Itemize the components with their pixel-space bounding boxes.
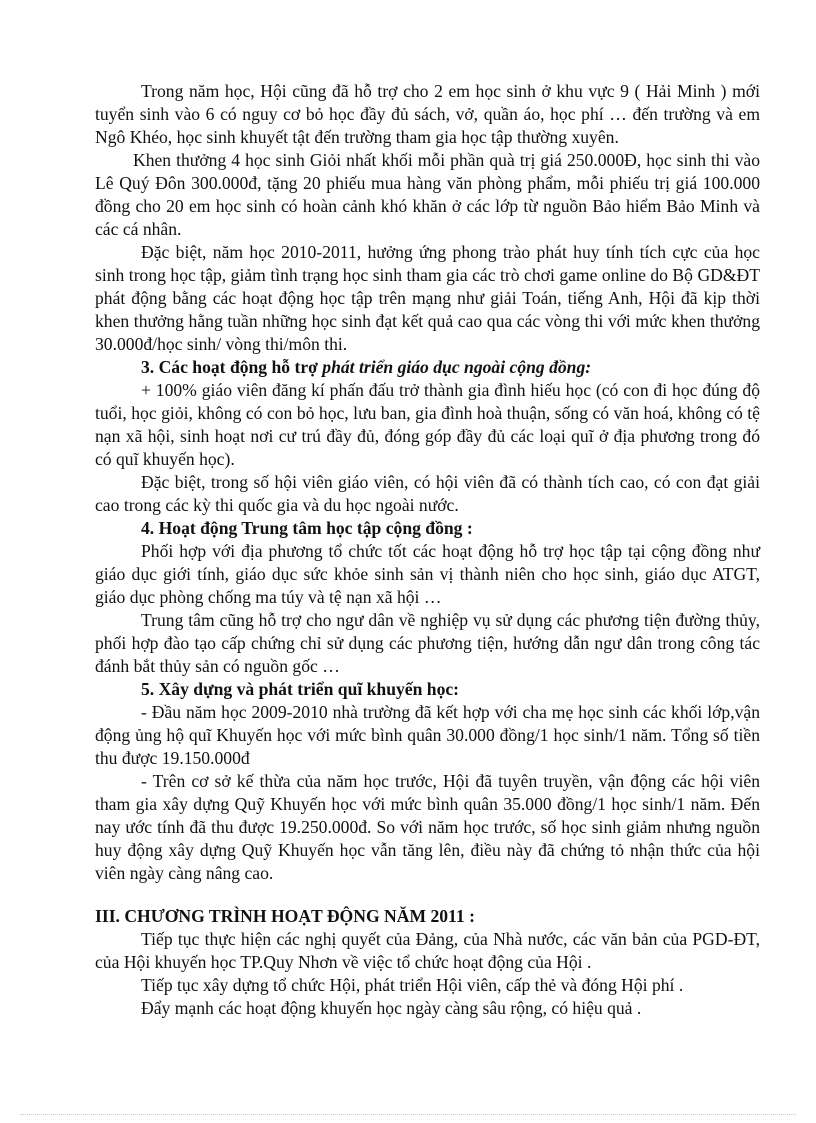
paragraph-member-achievements: Đặc biệt, trong số hội viên giáo viên, có hội viên đã có thành tích cao, có con đạt giải cao trong các kỳ thi quốc gia và du học ngoài nước. [95,472,760,515]
paragraph-plan-organization: Tiếp tục xây dựng tổ chức Hội, phát triển Hội viên, cấp thẻ và đóng Hội phí . [141,975,684,995]
section-spacer [95,885,760,905]
heading-section-4: 4. Hoạt động Trung tâm học tập cộng đồng : [141,518,473,538]
heading-section-3-italic: phát triển giáo dục ngoài cộng đồng: [322,357,592,377]
paragraph-plan-resolutions: Tiếp tục thực hiện các nghị quyết của Đảng, của Nhà nước, các văn bản của PGD-ĐT, của Hội khuyến học TP.Quy Nhơn về việc tổ chức hoạt động của Hội . [95,929,760,972]
paragraph-fishermen-support: Trung tâm cũng hỗ trợ cho ngư dân về nghiệp vụ sử dụng các phương tiện đường thủy, phối hợp đào tạo cấp chứng chỉ sử dụng các phương tiện, hướng dẫn ngư dân trong công tác đánh bắt thủy sản có nguồn gốc … [95,610,760,676]
heading-section-iii: III. CHƯƠNG TRÌNH HOẠT ĐỘNG NĂM 2011 : [95,906,475,926]
paragraph-community-coordination: Phối hợp với địa phương tổ chức tốt các hoạt động hỗ trợ học tập tại cộng đồng như giáo dục giới tính, giáo dục sức khỏe sinh sản vị thành niên cho học sinh, giáo dục ATGT, giáo dục phòng chống ma túy và tệ nạn xã hội … [95,541,760,607]
paragraph-fund-current: - Trên cơ sở kế thừa của năm học trước, Hội đã tuyên truyền, vận động các hội viên tham gia xây dựng Quỹ Khuyến học với mức bình quân 35.000 đồng/1 học sinh/1 năm. Đến nay ước tính đã thu được 19.250.000đ. So với năm học trước, số học sinh giảm nhưng nguồn huy động xây dựng Quỹ Khuyến học vẫn tăng lên, điều này đã chứng tỏ nhận thức của hội viên ngày càng nâng cao. [95,771,760,883]
heading-section-3-number: 3. Các hoạt động hỗ trợ [141,357,323,377]
heading-section-5: 5. Xây dựng và phát triển quĩ khuyến học: [141,679,460,699]
heading-section-3 [95,356,760,379]
document-body [95,80,760,1020]
paragraph-fund-2009: - Đầu năm học 2009-2010 nhà trường đã kết hợp với cha mẹ học sinh các khối lớp,vận động ủng hộ quĩ Khuyến học với mức bình quân 30.000 đồng/1 học sinh/1 năm. Tổng số tiền thu được 19.150.000đ [95,702,760,768]
paragraph-teachers-commitment: + 100% giáo viên đăng kí phấn đấu trở thành gia đình hiếu học (có con đi học đúng độ tuổi, học giỏi, không có con bỏ học, lưu ban, gia đình hoà thuận, sống có văn hoá, không có tệ nạn xã hội, sinh hoạt nơi cư trú đầy đủ, đóng góp đầy đủ các loại quĩ ở địa phương trong đó có quĩ khuyến học). [95,380,760,469]
paragraph-online-contests: Đặc biệt, năm học 2010-2011, hưởng ứng phong trào phát huy tính tích cực của học sinh trong học tập, giảm tình trạng học sinh tham gia các trò chơi game online do Bộ GD&ĐT phát động bằng các hoạt động học tập trên mạng như giải Toán, tiếng Anh, Hội đã kịp thời khen thưởng hằng tuần những học sinh đạt kết quả cao qua các vòng thi với mức khen thưởng 30.000đ/học sinh/ vòng thi/môn thi. [95,242,760,354]
page-bottom-divider [20,1114,796,1115]
paragraph-plan-promotion: Đẩy mạnh các hoạt động khuyến học ngày càng sâu rộng, có hiệu quả . [141,998,642,1018]
paragraph-support-students: Trong năm học, Hội cũng đã hỗ trợ cho 2 em học sinh ở khu vực 9 ( Hải Minh ) mới tuyển sinh vào 6 có nguy cơ bỏ học đầy đủ sách, vở, quần áo, học phí … đến trường và em Ngô Khéo, học sinh khuyết tật đến trường tham gia học tập thường xuyên. [95,81,760,147]
paragraph-rewards: Khen thưởng 4 học sinh Giỏi nhất khối mỗi phần quà trị giá 250.000Đ, học sinh thi vào Lê Quý Đôn 300.000đ, tặng 20 phiếu mua hàng văn phòng phẩm, mỗi phiếu trị giá 100.000 đồng cho 20 em học sinh có hoàn cảnh khó khăn ở các lớp từ nguồn Bảo hiểm Bảo Minh và các cá nhân. [95,150,760,239]
